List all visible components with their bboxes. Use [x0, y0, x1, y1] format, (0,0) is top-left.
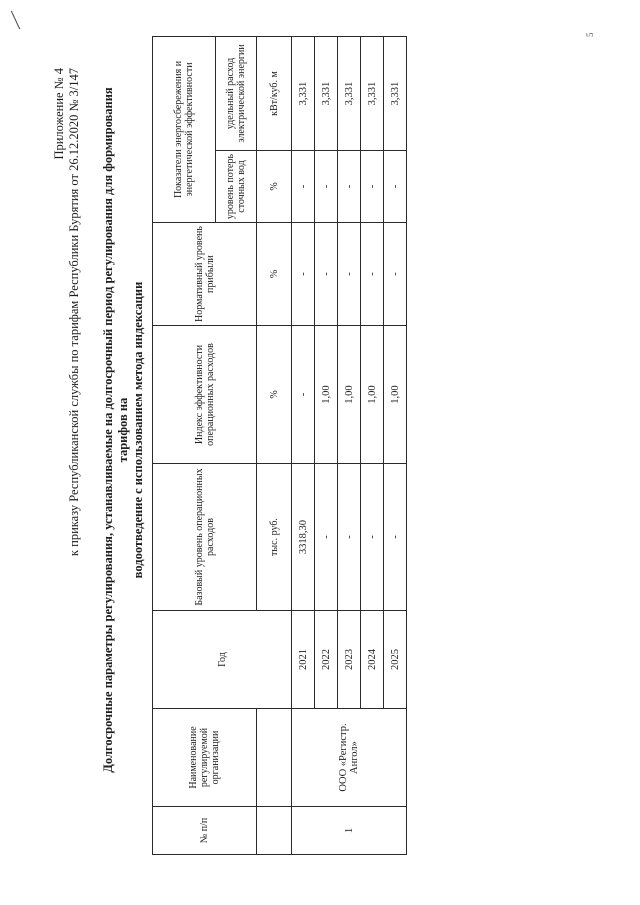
unit-losses: %: [257, 151, 292, 223]
header-row: [153, 36, 216, 854]
cell-efficiency-index: 1,00: [361, 326, 384, 464]
cell-losses: -: [384, 151, 407, 223]
unit-electricity: кВт/куб. м: [257, 36, 292, 150]
cell-year: 2021: [292, 611, 315, 709]
cell-base-costs: -: [338, 464, 361, 611]
cell-profit-level: -: [315, 223, 338, 326]
parameters-table: [152, 36, 407, 855]
cell-efficiency-index: 1,00: [338, 326, 361, 464]
cell-base-costs: -: [384, 464, 407, 611]
cell-losses: -: [292, 151, 315, 223]
title-line-2: водоотведение с использованием метода индексации: [131, 281, 145, 579]
col-header-base-costs: Базовый уровень операционных расходов: [153, 464, 257, 611]
unit-base-costs: тыс. руб.: [257, 464, 292, 611]
col-header-org: Наименование регулируемой организации: [153, 709, 257, 807]
cell-base-costs: -: [361, 464, 384, 611]
cell-year: 2022: [315, 611, 338, 709]
unit-cell-empty: [257, 709, 292, 807]
title-line-1: Долгосрочные параметры регулирования, устанавливаемые на долгосрочный период регулирования для формирования тарифов на: [101, 87, 130, 773]
cell-profit-level: -: [292, 223, 315, 326]
cell-year: 2024: [361, 611, 384, 709]
table-row: [292, 36, 315, 854]
cell-base-costs: -: [315, 464, 338, 611]
col-header-year: Год: [153, 611, 292, 709]
cell-year: 2025: [384, 611, 407, 709]
cell-losses: -: [338, 151, 361, 223]
cell-electricity: 3,331: [384, 36, 407, 150]
col-header-losses: уровень потерь сточных вод: [216, 151, 257, 223]
col-header-num: № п/п: [153, 807, 257, 855]
cell-losses: -: [361, 151, 384, 223]
cell-electricity: 3,331: [361, 36, 384, 150]
cell-losses: -: [315, 151, 338, 223]
col-header-electricity: удельный расход электрической энергии: [216, 36, 257, 150]
col-header-energy-group: Показатели энергосбережения и энергетической эффективности: [153, 36, 216, 222]
order-reference: к приказу Республиканской службы по тарифам Республики Бурятия от 26.12.2020 № 3/147: [67, 68, 81, 557]
unit-cell-empty: [257, 807, 292, 855]
document-title: [101, 70, 146, 790]
appendix-header: [52, 68, 82, 556]
cell-efficiency-index: 1,00: [384, 326, 407, 464]
col-header-profit-level: Нормативный уровень прибыли: [153, 223, 257, 326]
col-header-efficiency-index: Индекс эффективности операционных расходов: [153, 326, 257, 464]
units-row: [257, 36, 292, 854]
cell-electricity: 3,331: [338, 36, 361, 150]
cell-profit-level: -: [361, 223, 384, 326]
pen-stroke-mark: [11, 11, 20, 30]
cell-base-costs: 3318,30: [292, 464, 315, 611]
org-number: 1: [292, 807, 407, 855]
cell-efficiency-index: -: [292, 326, 315, 464]
cell-electricity: 3,331: [292, 36, 315, 150]
org-name: ООО «Регистр. Ангол»: [292, 709, 407, 807]
page-number: 5: [585, 32, 595, 37]
cell-year: 2023: [338, 611, 361, 709]
unit-efficiency-index: %: [257, 326, 292, 464]
cell-efficiency-index: 1,00: [315, 326, 338, 464]
cell-profit-level: -: [384, 223, 407, 326]
cell-electricity: 3,331: [315, 36, 338, 150]
appendix-number: Приложение № 4: [52, 68, 66, 160]
unit-profit-level: %: [257, 223, 292, 326]
cell-profit-level: -: [338, 223, 361, 326]
